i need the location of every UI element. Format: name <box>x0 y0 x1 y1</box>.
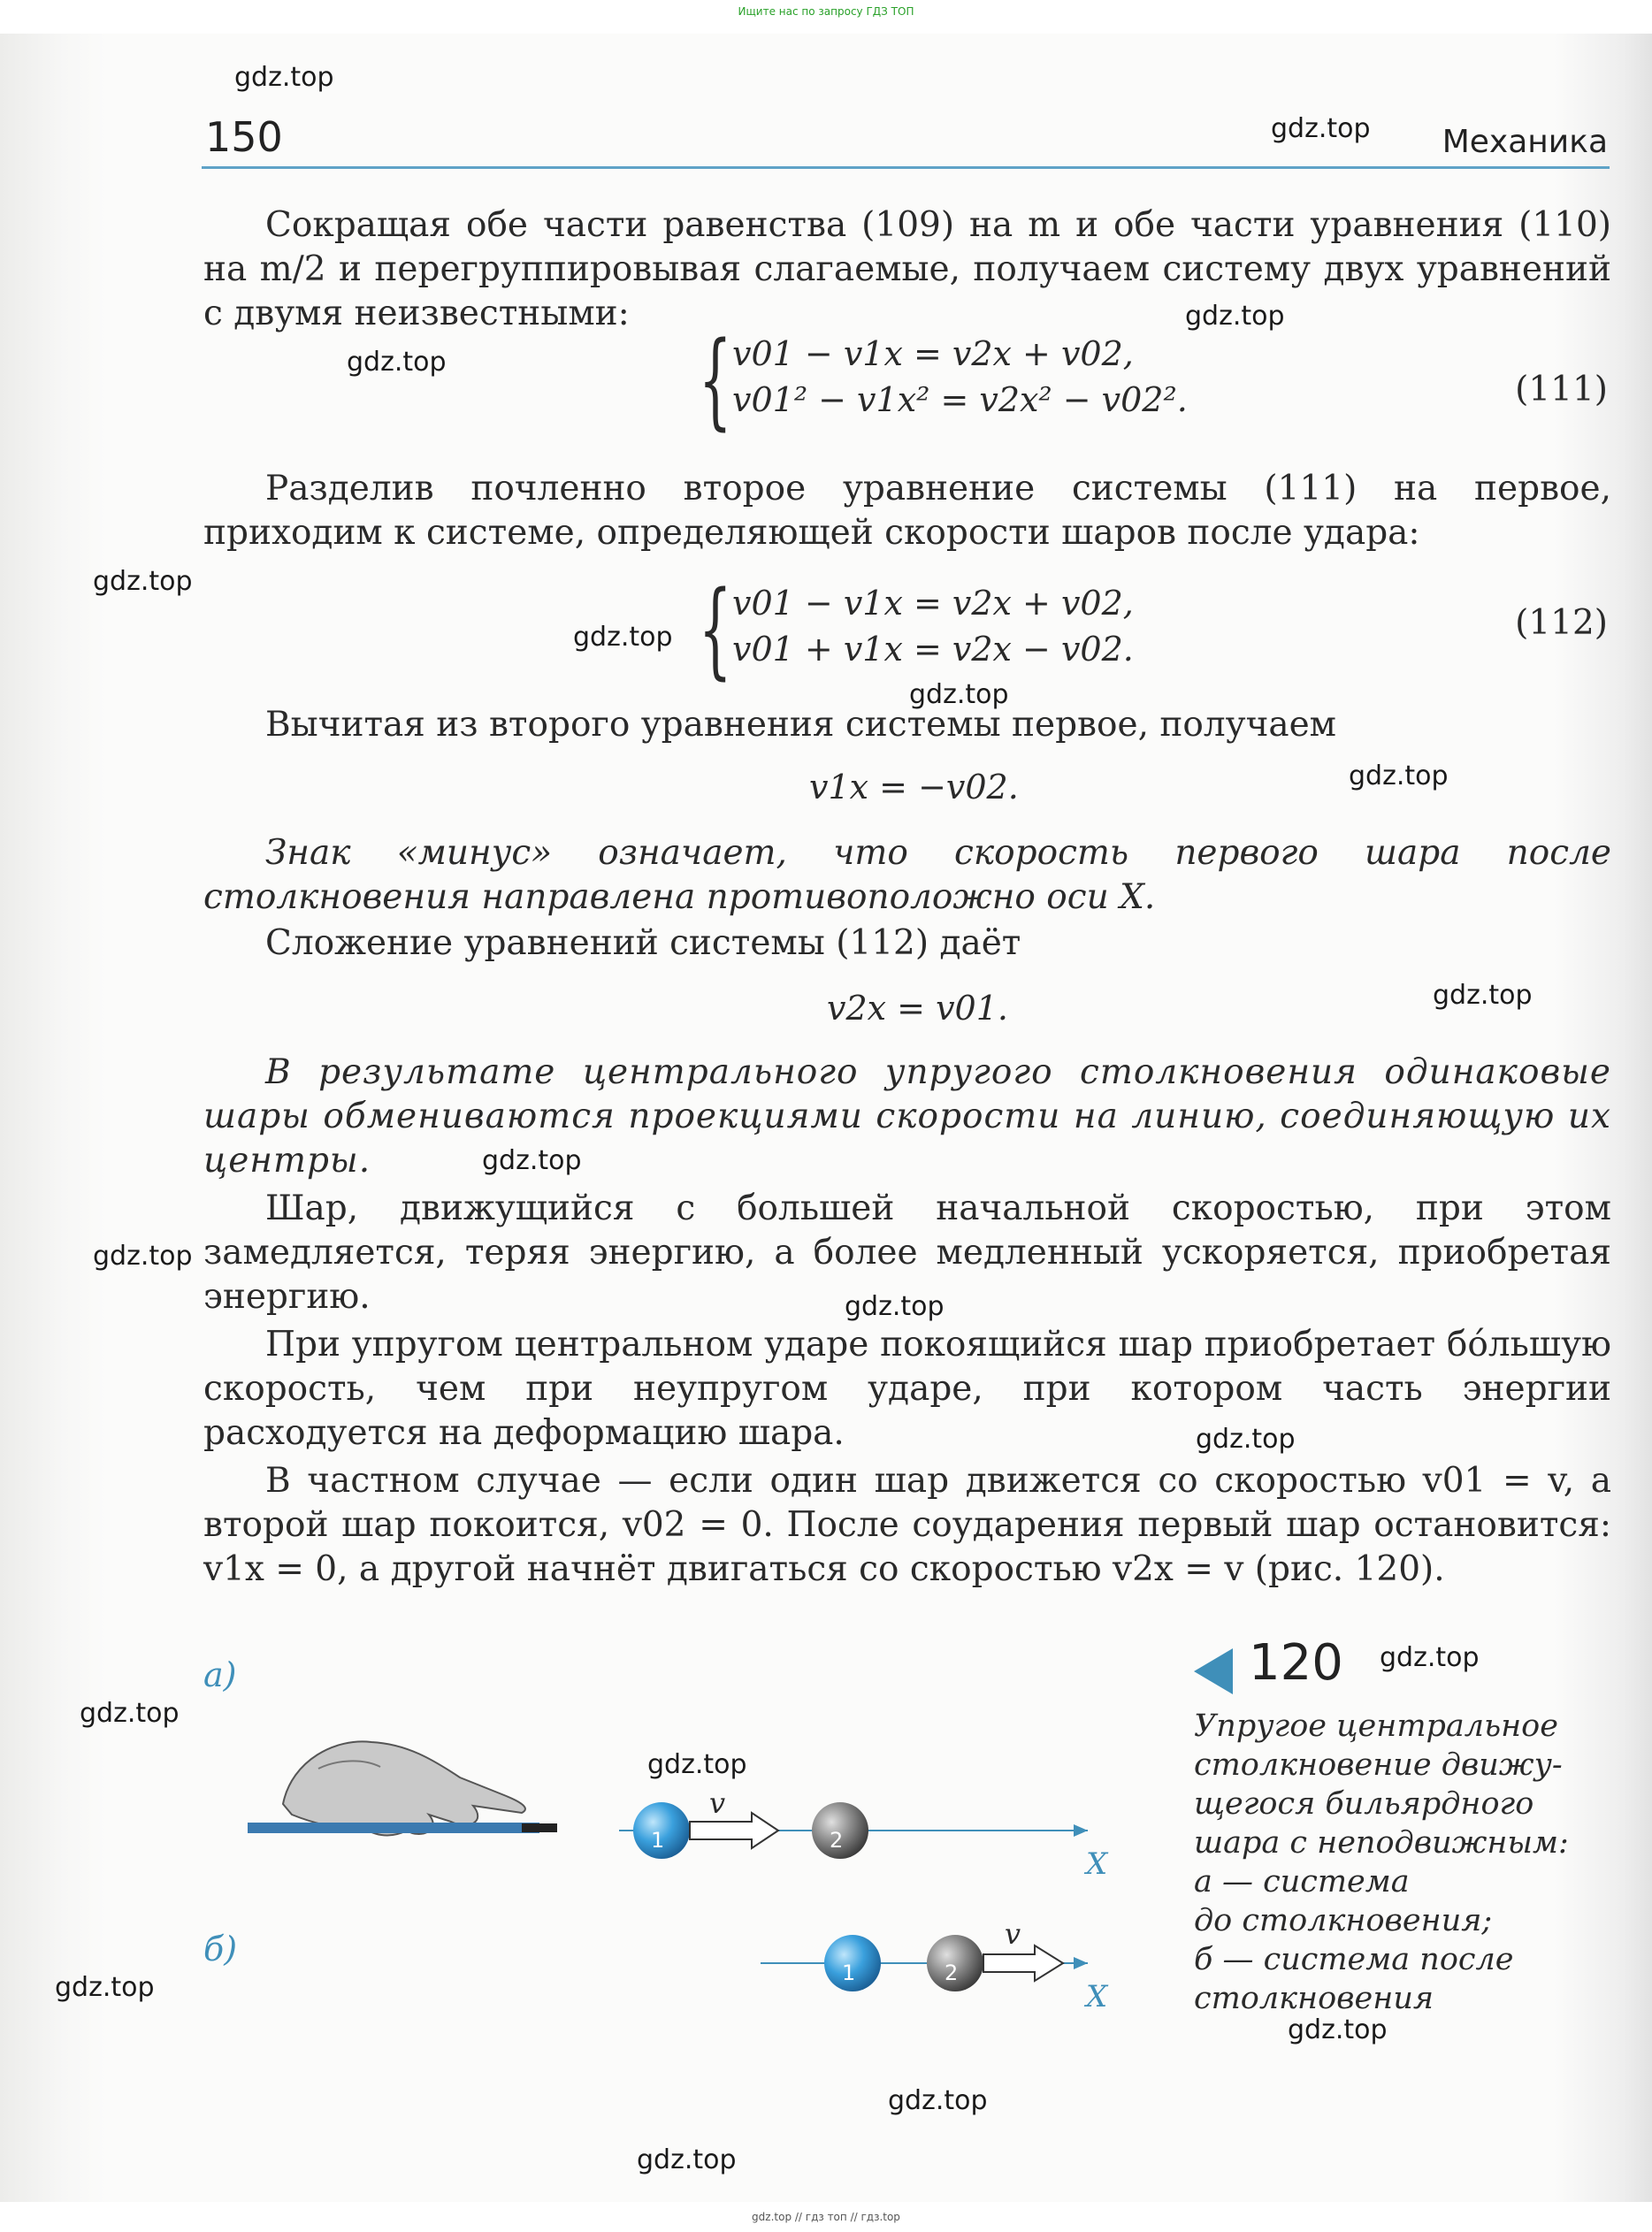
watermark: gdz.top <box>1288 2014 1388 2045</box>
caption-line: Упругое центральное <box>1194 1708 1558 1744</box>
caption-line: столкновения <box>1194 1981 1434 2016</box>
top-note: Ищите нас по запросу ГДЗ ТОП <box>738 5 914 18</box>
velocity-arrow-a <box>690 1813 778 1848</box>
vector-v-label-b: v <box>1005 1917 1021 1951</box>
section-title: Механика <box>1442 124 1608 160</box>
equation-number-111: (111) <box>1515 370 1608 409</box>
paragraph-3: Вычитая из второго уравнения системы первое, получаем <box>265 705 1337 745</box>
header-rule <box>202 166 1610 169</box>
watermark: gdz.top <box>93 566 193 597</box>
caption-line: до столкновения; <box>1194 1903 1493 1938</box>
equation-brace: { <box>699 568 732 690</box>
equation-111-line-2: v01² − v1x² = v2x² − v02². <box>732 380 1188 419</box>
bottom-note: gdz.top // гдз топ // гдз.top <box>752 2211 900 2223</box>
watermark: gdz.top <box>573 622 673 653</box>
paragraph-5: Сложение уравнений системы (112) даёт <box>265 923 1021 963</box>
ball-2-label-a: 2 <box>830 1828 844 1853</box>
axis-label-x-b: X <box>1086 1979 1108 2014</box>
equation-112-line-2: v01 + v1x = v2x − v02. <box>732 630 1134 669</box>
watermark: gdz.top <box>1185 301 1285 332</box>
caption-line: столкновение движу- <box>1194 1747 1563 1783</box>
watermark: gdz.top <box>1433 980 1533 1011</box>
watermark: gdz.top <box>888 2085 988 2116</box>
cue-stick <box>248 1823 539 1833</box>
page-shadow-left <box>0 34 106 2202</box>
watermark: gdz.top <box>234 62 334 93</box>
axis-arrow-b <box>1074 1957 1088 1969</box>
figure-marker-triangle <box>1192 1647 1235 1696</box>
figure-label-a: а) <box>203 1655 237 1694</box>
velocity-arrow-b <box>983 1945 1063 1981</box>
watermark: gdz.top <box>347 347 447 378</box>
cue-tip <box>522 1823 557 1832</box>
figure-number: 120 <box>1249 1634 1343 1692</box>
caption-line: шара с неподвижным: <box>1194 1825 1569 1861</box>
watermark: gdz.top <box>1271 113 1371 144</box>
watermark: gdz.top <box>1349 761 1449 791</box>
watermark: gdz.top <box>647 1749 747 1780</box>
equation-minus: v1x = −v02. <box>809 768 1019 806</box>
watermark: gdz.top <box>482 1145 582 1176</box>
paragraph-2: Разделив почленно второе уравнение системы (111) на первое, приходим к системе, определяющей скорости шаров после удара: <box>203 469 1611 553</box>
equation-number-112: (112) <box>1515 603 1608 643</box>
watermark: gdz.top <box>1380 1642 1480 1673</box>
caption-line: б — система после <box>1194 1942 1514 1977</box>
ball-1-label-a: 1 <box>651 1828 665 1853</box>
watermark: gdz.top <box>80 1698 180 1729</box>
equation-brace: { <box>699 318 732 440</box>
equation-111-line-1: v01 − v1x = v2x + v02, <box>732 334 1134 373</box>
axis-label-x-a: X <box>1086 1846 1108 1882</box>
paragraph-4: Знак «минус» означает, что скорость первого шара после столкновения направлена противоположно оси X. <box>203 833 1611 917</box>
hand-illustration <box>283 1741 525 1835</box>
watermark: gdz.top <box>1196 1424 1296 1455</box>
ball-2-label-b: 2 <box>945 1961 959 1985</box>
watermark: gdz.top <box>909 679 1009 710</box>
equation-112-line-1: v01 − v1x = v2x + v02, <box>732 584 1134 623</box>
watermark: gdz.top <box>93 1241 193 1272</box>
watermark: gdz.top <box>55 1972 155 2003</box>
paragraph-7: Шар, движущийся с большей начальной скоростью, при этом замедляется, теряя энергию, а более медленный ускоряется, приобретая энергию. <box>203 1189 1611 1317</box>
vector-v-label-a: v <box>709 1786 726 1820</box>
caption-line: щегося бильярдного <box>1194 1786 1534 1822</box>
figure-caption <box>1194 1707 1610 2018</box>
axis-arrow-a <box>1074 1824 1088 1837</box>
collision-diagram <box>239 1698 1123 2034</box>
paragraph-6: В результате центрального упругого столкновения одинаковые шары обмениваются проекциями скорости на линию, соединяющую их центры. <box>203 1052 1611 1181</box>
caption-line: а — система <box>1194 1864 1410 1899</box>
figure-label-b: б) <box>203 1930 238 1968</box>
paragraph-1: Сокращая обе части равенства (109) на m и обе части уравнения (110) на m/2 и перегруппировывая слагаемые, получаем систему двух уравнений с двумя неизвестными: <box>203 205 1611 333</box>
page-number: 150 <box>205 113 283 161</box>
paragraph-9: В частном случае — если один шар движется со скоростью v01 = v, а второй шар покоится, v02 = 0. После соударения первый шар остановится: v1x = 0, а другой начнёт двигаться со скоростью v2x = v (рис. 120). <box>203 1461 1611 1589</box>
watermark: gdz.top <box>637 2144 737 2175</box>
equation-plus: v2x = v01. <box>827 989 1008 1028</box>
watermark: gdz.top <box>845 1291 945 1322</box>
ball-1-label-b: 1 <box>842 1961 856 1985</box>
paragraph-8: При упругом центральном ударе покоящийся шар приобретает бóльшую скорость, чем при неупругом ударе, при котором часть энергии расходуется на деформацию шара. <box>203 1325 1611 1453</box>
